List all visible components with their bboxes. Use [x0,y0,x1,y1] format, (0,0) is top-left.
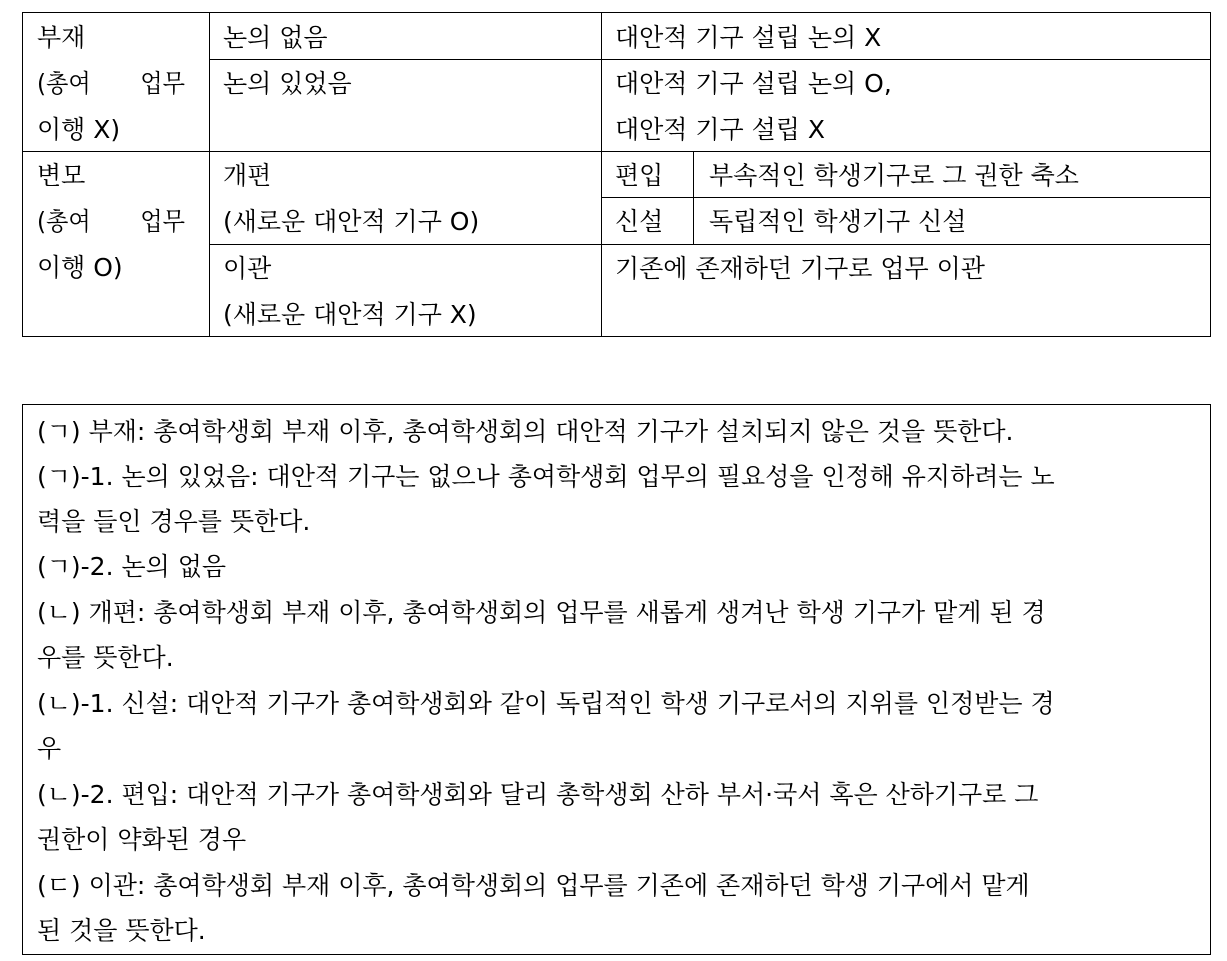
absence-label-line-3: 이행 X) [37,115,121,144]
change-label-line-1: 변모 [37,161,86,190]
note-reorganization-1-line-1: (ㄴ)-1. 신설: 대안적 기구가 총여학생회와 같이 독립적인 학생 기구로서의 지위를 인정받는 경 [37,689,1055,718]
discussion-condition: 논의 있었음 [223,69,352,98]
reorganization-condition-line-2: (새로운 대안적 기구 O) [223,207,480,236]
change-label-line-2: (총여 업무 [37,207,185,236]
subtype-establishment-type: 신설 [615,207,664,236]
note-absence-1-line-2: 력을 들인 경우를 뜻한다. [37,507,311,536]
note-reorganization-2-line-1: (ㄴ)-2. 편입: 대안적 기구가 총여학생회와 달리 총학생회 산하 부서·국서 혹은 산하기구로 그 [37,780,1039,809]
note-reorganization-line-1: (ㄴ) 개편: 총여학생회 부재 이후, 총여학생회의 업무를 새롭게 생겨난 학생 기구가 맡게 된 경 [37,598,1046,627]
change-label-line-3: 이행 O) [37,253,123,282]
transfer-description: 기존에 존재하던 기구로 업무 이관 [615,254,985,283]
no-discussion-description: 대안적 기구 설립 논의 X [615,23,882,52]
subtype-incorporation-type: 편입 [615,161,664,190]
absence-label-line-2: (총여 업무 [37,69,185,98]
note-absence: (ㄱ) 부재: 총여학생회 부재 이후, 총여학생회의 대안적 기구가 설치되지 않은 것을 뜻한다. [37,417,1014,446]
transfer-condition-line-2: (새로운 대안적 기구 X) [223,300,477,329]
definitions-box [22,404,1211,955]
discussion-description-line-1: 대안적 기구 설립 논의 O, [615,69,892,98]
subtype-incorporation-description: 부속적인 학생기구로 그 권한 축소 [709,161,1079,190]
note-transfer-line-2: 된 것을 뜻한다. [37,916,206,945]
discussion-description-line-2: 대안적 기구 설립 X [615,115,826,144]
note-absence-2: (ㄱ)-2. 논의 없음 [37,552,227,581]
reorganization-condition-line-1: 개편 [223,161,272,190]
note-transfer-line-1: (ㄷ) 이관: 총여학생회 부재 이후, 총여학생회의 업무를 기존에 존재하던 학생 기구에서 맡게 [37,871,1030,900]
subtype-establishment-description: 독립적인 학생기구 신설 [709,207,967,236]
note-absence-1-line-1: (ㄱ)-1. 논의 있었음: 대안적 기구는 없으나 총여학생회 업무의 필요성을 인정해 유지하려는 노 [37,462,1055,491]
no-discussion-condition: 논의 없음 [223,23,328,52]
transfer-condition-line-1: 이관 [223,254,272,283]
note-reorganization-line-2: 우를 뜻한다. [37,643,174,672]
note-reorganization-2-line-2: 권한이 약화된 경우 [37,825,247,854]
classification-table [22,12,1211,337]
note-reorganization-1-line-2: 우 [37,734,62,763]
absence-label-line-1: 부재 [37,23,86,52]
